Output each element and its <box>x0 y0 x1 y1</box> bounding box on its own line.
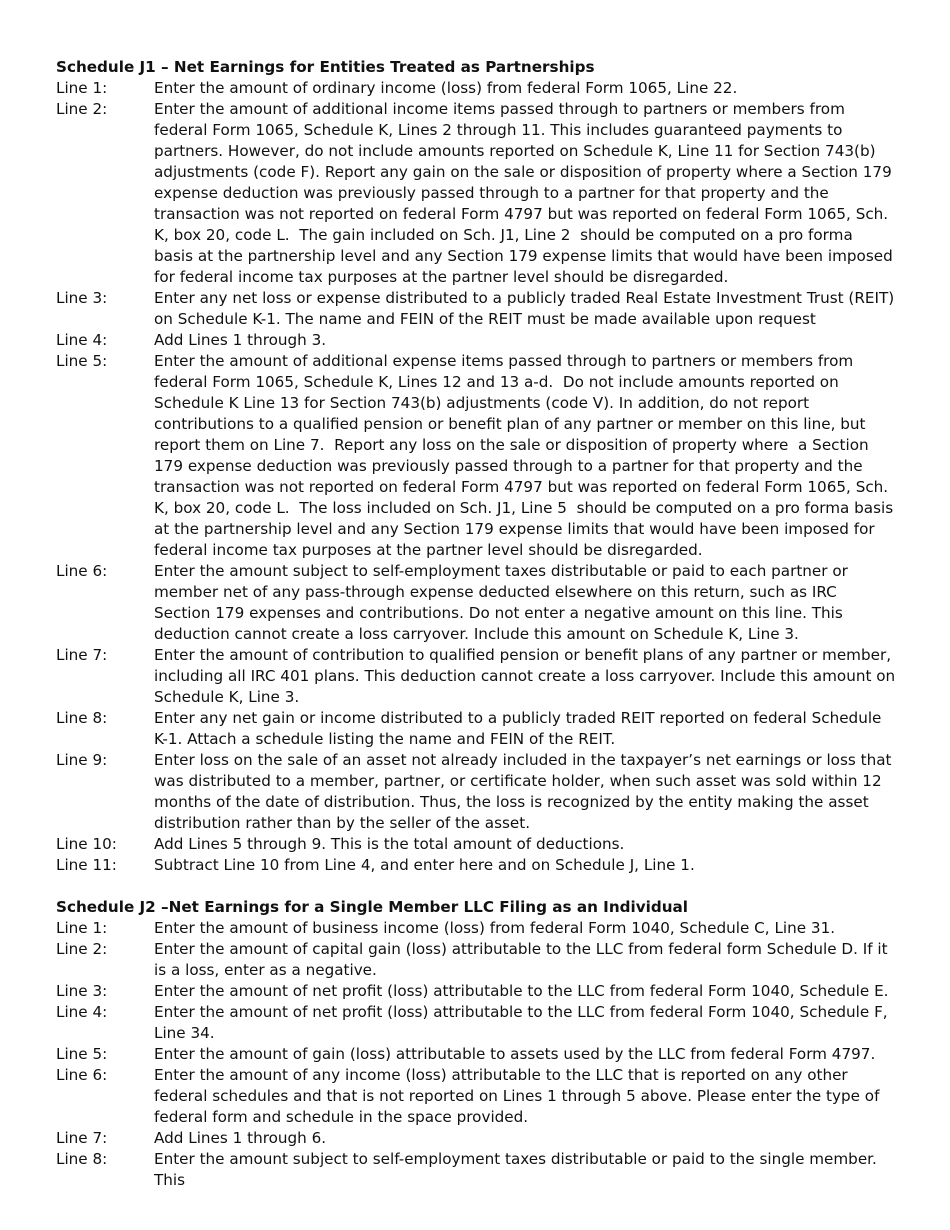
line-label: Line 11: <box>56 856 117 874</box>
document-page <box>56 57 900 1191</box>
j2-line-5 <box>56 1044 896 1065</box>
line-label: Line 10: <box>56 835 117 853</box>
j1-line-10 <box>56 834 896 855</box>
line-instructions: Add Lines 5 through 9. This is the total amount of deductions. <box>154 835 625 853</box>
line-label: Line 4: <box>56 331 108 349</box>
j1-line-4 <box>56 330 896 351</box>
line-instructions: Enter the amount of contribution to qualified pension or benefit plans of any partner or member, including all IRC 401 plans. This deduction cannot create a loss carryover. Include this amount on Schedule K, Line 3. <box>154 646 900 706</box>
line-label: Line 5: <box>56 352 108 370</box>
j1-line-5 <box>56 351 896 561</box>
j1-line-6 <box>56 561 896 645</box>
j1-line-8 <box>56 708 896 750</box>
j1-line-2 <box>56 99 896 288</box>
line-label: Line 9: <box>56 751 108 769</box>
line-instructions: Enter the amount of net profit (loss) attributable to the LLC from federal Form 1040, Schedule F, Line 34. <box>154 1003 893 1042</box>
line-instructions: Enter the amount of business income (loss) from federal Form 1040, Schedule C, Line 31. <box>154 919 836 937</box>
line-label: Line 5: <box>56 1045 108 1063</box>
line-instructions: Enter the amount of additional expense items passed through to partners or members from federal Form 1065, Schedule K, Lines 12 and 13 a-d. Do not include amounts reported on Schedule K Line 13 for Section 743(b) adjustments (code V). In addition, do not report contributions to a qualified pension or benefit plan of any partner or member on this line, but report them on Line 7. Report any loss on the sale or disposition of property where a Section 179 expense deduction was previously passed through to a partner for that property and the transaction was not reported on federal Form 4797 but was reported on federal Form 1065, Sch. K, box 20, code L. The loss included on Sch. J1, Line 5 should be computed on a pro forma basis at the partnership level and any Section 179 expense limits that would have been imposed for federal income tax purposes at the partner level should be disregarded. <box>154 352 898 559</box>
j2-line-2 <box>56 939 896 981</box>
line-instructions: Enter any net loss or expense distributed to a publicly traded Real Estate Investment Trust (REIT) on Schedule K-1. The name and FEIN of the REIT must be made available upon request <box>154 289 900 328</box>
line-label: Line 1: <box>56 919 108 937</box>
j1-line-9 <box>56 750 896 834</box>
line-label: Line 4: <box>56 1003 108 1021</box>
line-instructions: Enter the amount of capital gain (loss) attributable to the LLC from federal form Schedule D. If it is a loss, enter as a negative. <box>154 940 893 979</box>
line-instructions: Enter loss on the sale of an asset not already included in the taxpayer’s net earnings or loss that was distributed to a member, partner, or certificate holder, when such asset was sold within 12 months of the date of distribution. Thus, the loss is recognized by the entity making the asset distribution rather than by the seller of the asset. <box>154 751 897 832</box>
line-label: Line 6: <box>56 1066 108 1084</box>
line-instructions: Subtract Line 10 from Line 4, and enter here and on Schedule J, Line 1. <box>154 856 695 874</box>
line-instructions: Enter the amount of gain (loss) attributable to assets used by the LLC from federal Form 4797. <box>154 1045 876 1063</box>
line-label: Line 7: <box>56 1129 108 1147</box>
line-instructions: Enter the amount of net profit (loss) attributable to the LLC from federal Form 1040, Schedule E. <box>154 982 889 1000</box>
line-label: Line 6: <box>56 562 108 580</box>
schedule-j2-title: Schedule J2 –Net Earnings for a Single Member LLC Filing as an Individual <box>56 898 688 916</box>
j2-line-1 <box>56 918 896 939</box>
line-instructions: Enter the amount of additional income items passed through to partners or members from federal Form 1065, Schedule K, Lines 2 through 11. This includes guaranteed payments to partners. However, do not include amounts reported on Schedule K, Line 11 for Section 743(b) adjustments (code F). Report any gain on the sale or disposition of property where a Section 179 expense deduction was previously passed through to a partner for that property and the transaction was not reported on federal Form 4797 but was reported on federal Form 1065, Sch. K, box 20, code L. The gain included on Sch. J1, Line 2 should be computed on a pro forma basis at the partnership level and any Section 179 expense limits that would have been imposed for federal income tax purposes at the partner level should be disregarded. <box>154 100 898 286</box>
line-label: Line 3: <box>56 982 108 1000</box>
line-label: Line 2: <box>56 940 108 958</box>
schedule-j1-title: Schedule J1 – Net Earnings for Entities Treated as Partnerships <box>56 58 595 76</box>
j2-line-6 <box>56 1065 896 1128</box>
line-label: Line 3: <box>56 289 108 307</box>
line-instructions: Add Lines 1 through 6. <box>154 1129 327 1147</box>
line-instructions: Enter the amount of any income (loss) attributable to the LLC that is reported on any other federal schedules and that is not reported on Lines 1 through 5 above. Please enter the type of federal form and schedule in the space provided. <box>154 1066 885 1126</box>
j1-line-3 <box>56 288 900 330</box>
line-label: Line 8: <box>56 709 108 727</box>
j2-line-4 <box>56 1002 896 1044</box>
j2-line-7 <box>56 1128 896 1149</box>
j2-line-8 <box>56 1149 896 1191</box>
j1-line-1 <box>56 78 896 99</box>
line-instructions: Enter the amount of ordinary income (loss) from federal Form 1065, Line 22. <box>154 79 738 97</box>
line-label: Line 2: <box>56 100 108 118</box>
line-label: Line 8: <box>56 1150 108 1168</box>
j2-line-3 <box>56 981 896 1002</box>
line-label: Line 7: <box>56 646 108 664</box>
line-instructions: Add Lines 1 through 3. <box>154 331 327 349</box>
j1-line-11 <box>56 855 896 876</box>
line-instructions: Enter any net gain or income distributed to a publicly traded REIT reported on federal Schedule K-1. Attach a schedule listing the name and FEIN of the REIT. <box>154 709 887 748</box>
line-instructions: Enter the amount subject to self-employment taxes distributable or paid to each partner or member net of any pass-through expense deducted elsewhere on this return, such as IRC Section 179 expenses and contributions. Do not enter a negative amount on this line. This deduction cannot create a loss carryover. Include this amount on Schedule K, Line 3. <box>154 562 853 643</box>
j1-line-7 <box>56 645 900 708</box>
line-label: Line 1: <box>56 79 108 97</box>
section-spacer <box>56 876 896 897</box>
line-instructions: Enter the amount subject to self-employment taxes distributable or paid to the single member. This <box>154 1150 882 1189</box>
